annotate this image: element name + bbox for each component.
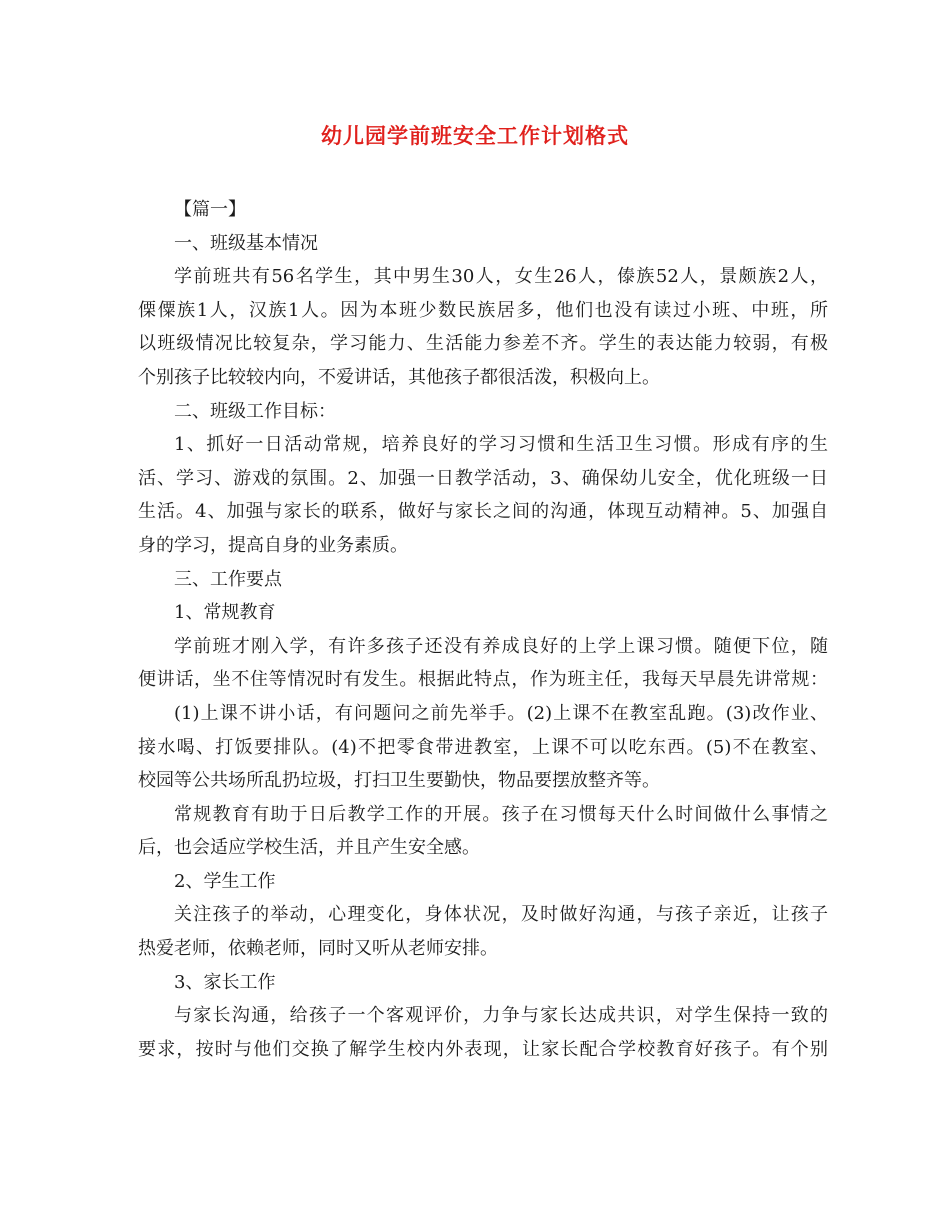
text-line: 身的学习，提高自身的业务素质。 xyxy=(138,534,408,556)
text-line: 1、常规教育 xyxy=(174,602,276,624)
document-title: 幼儿园学前班安全工作计划格式 xyxy=(321,123,629,148)
text-line: 常规教育有助于日后教学工作的开展。孩子在习惯每天什么时间做什么事情之 xyxy=(174,803,828,825)
text-line: 一、班级基本情况 xyxy=(174,232,318,254)
text-line: 接水喝、打饭要排队。(4)不把零食带进教室，上课不可以吃东西。(5)不在教室、 xyxy=(138,736,828,758)
text-line: 1、抓好一日活动常规，培养良好的学习习惯和生活卫生习惯。形成有序的生 xyxy=(174,434,828,456)
text-line: (1)上课不讲小话，有问题问之前先举手。(2)上课不在教室乱跑。(3)改作业、 xyxy=(174,702,828,724)
text-line: 生活。4、加强与家长的联系，做好与家长之间的沟通，体现互动精神。5、加强自 xyxy=(138,501,828,523)
text-line: 校园等公共场所乱扔垃圾，打扫卫生要勤快，物品要摆放整齐等。 xyxy=(138,770,660,792)
text-line: 学前班才刚入学，有许多孩子还没有养成良好的上学上课习惯。随便下位，随 xyxy=(174,635,828,657)
text-line: 【篇一】 xyxy=(174,199,246,220)
text-line: 活、学习、游戏的氛围。2、加强一日教学活动，3、确保幼儿安全，优化班级一日 xyxy=(138,467,828,489)
text-line: 3、家长工作 xyxy=(174,971,276,993)
text-line: 个别孩子比较较内向，不爱讲话，其他孩子都很活泼，积极向上。 xyxy=(138,366,660,388)
text-line: 学前班共有56名学生，其中男生30人，女生26人，傣族52人，景颇族2人， xyxy=(174,266,828,288)
text-line: 后，也会适应学校生活，并且产生安全感。 xyxy=(138,837,480,859)
text-line: 2、学生工作 xyxy=(174,870,276,892)
text-line: 关注孩子的举动，心理变化，身体状况，及时做好沟通，与孩子亲近，让孩子 xyxy=(174,904,828,926)
text-line: 二、班级工作目标： xyxy=(174,400,336,422)
text-line: 便讲话，坐不住等情况时有发生。根据此特点，作为班主任，我每天早晨先讲常规： xyxy=(138,669,828,691)
text-line: 以班级情况比较复杂，学习能力、生活能力参差不齐。学生的表达能力较弱，有极 xyxy=(138,333,828,355)
text-line: 傈僳族1人，汉族1人。因为本班少数民族居多，他们也没有读过小班、中班，所 xyxy=(138,299,828,321)
text-line: 要求，按时与他们交换了解学生校内外表现，让家长配合学校教育好孩子。有个别 xyxy=(138,1038,828,1060)
text-line: 三、工作要点 xyxy=(174,568,282,590)
text-line: 热爱老师，依赖老师，同时又听从老师安排。 xyxy=(138,938,498,960)
text-line: 与家长沟通，给孩子一个客观评价，力争与家长达成共识，对学生保持一致的 xyxy=(174,1005,828,1027)
document-body xyxy=(138,193,828,1066)
